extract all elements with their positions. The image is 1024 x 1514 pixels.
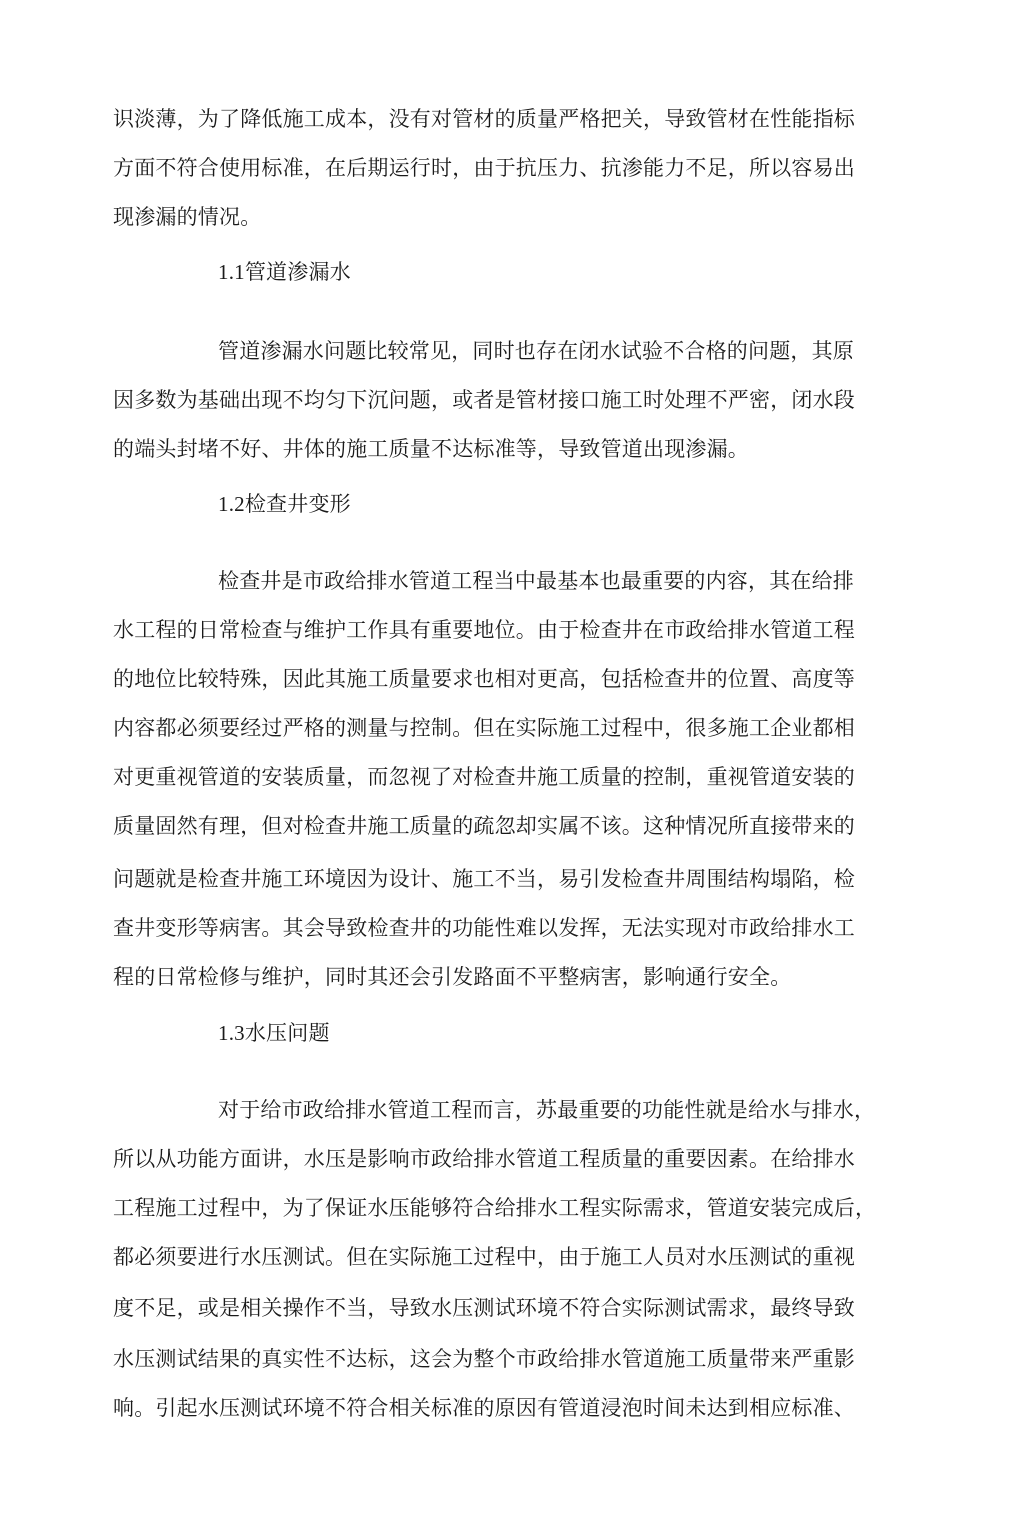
paragraph-line: 度不足，或是相关操作不当，导致水压测试环境不符合实际测试需求，最终导致 bbox=[113, 1296, 855, 1320]
section-heading: 1.1管道渗漏水 bbox=[218, 260, 351, 284]
paragraph-line: 现渗漏的情况。 bbox=[113, 205, 262, 229]
section-heading: 1.2检查井变形 bbox=[218, 492, 351, 516]
paragraph-line: 质量固然有理，但对检查井施工质量的疏忽却实属不该。这种情况所直接带来的 bbox=[113, 814, 855, 838]
paragraph-line: 工程施工过程中，为了保证水压能够符合给排水工程实际需求，管道安装完成后， bbox=[113, 1196, 877, 1220]
paragraph-line: 都必须要进行水压测试。但在实际施工过程中，由于施工人员对水压测试的重视 bbox=[113, 1245, 855, 1269]
paragraph-line: 查井变形等病害。其会导致检查井的功能性难以发挥，无法实现对市政给排水工 bbox=[113, 916, 855, 940]
section-heading: 1.3水压问题 bbox=[218, 1021, 330, 1045]
paragraph-line: 的端头封堵不好、井体的施工质量不达标准等，导致管道出现渗漏。 bbox=[113, 437, 749, 461]
paragraph-line: 内容都必须要经过严格的测量与控制。但在实际施工过程中，很多施工企业都相 bbox=[113, 716, 855, 740]
paragraph-line: 的地位比较特殊，因此其施工质量要求也相对更高，包括检查井的位置、高度等 bbox=[113, 667, 855, 691]
paragraph-line: 因多数为基础出现不均匀下沉问题，或者是管材接口施工时处理不严密，闭水段 bbox=[113, 388, 855, 412]
paragraph-line: 响。引起水压测试环境不符合相关标准的原因有管道浸泡时间未达到相应标准、 bbox=[113, 1396, 855, 1420]
paragraph-line: 检查井是市政给排水管道工程当中最基本也最重要的内容，其在给排 bbox=[218, 569, 854, 593]
paragraph-line: 问题就是检查井施工环境因为设计、施工不当，易引发检查井周围结构塌陷，检 bbox=[113, 867, 855, 891]
paragraph-line: 对于给市政给排水管道工程而言，苏最重要的功能性就是给水与排水， bbox=[218, 1098, 876, 1122]
paragraph-line: 管道渗漏水问题比较常见，同时也存在闭水试验不合格的问题，其原 bbox=[218, 339, 854, 363]
paragraph-line: 程的日常检修与维护，同时其还会引发路面不平整病害，影响通行安全。 bbox=[113, 965, 792, 989]
paragraph-line: 方面不符合使用标准，在后期运行时，由于抗压力、抗渗能力不足，所以容易出 bbox=[113, 156, 855, 180]
paragraph-line: 所以从功能方面讲，水压是影响市政给排水管道工程质量的重要因素。在给排水 bbox=[113, 1147, 855, 1171]
paragraph-line: 水工程的日常检查与维护工作具有重要地位。由于检查井在市政给排水管道工程 bbox=[113, 618, 855, 642]
paragraph-line: 对更重视管道的安装质量，而忽视了对检查井施工质量的控制，重视管道安装的 bbox=[113, 765, 855, 789]
paragraph-line: 水压测试结果的真实性不达标，这会为整个市政给排水管道施工质量带来严重影 bbox=[113, 1347, 855, 1371]
paragraph-line: 识淡薄，为了降低施工成本，没有对管材的质量严格把关，导致管材在性能指标 bbox=[113, 107, 855, 131]
